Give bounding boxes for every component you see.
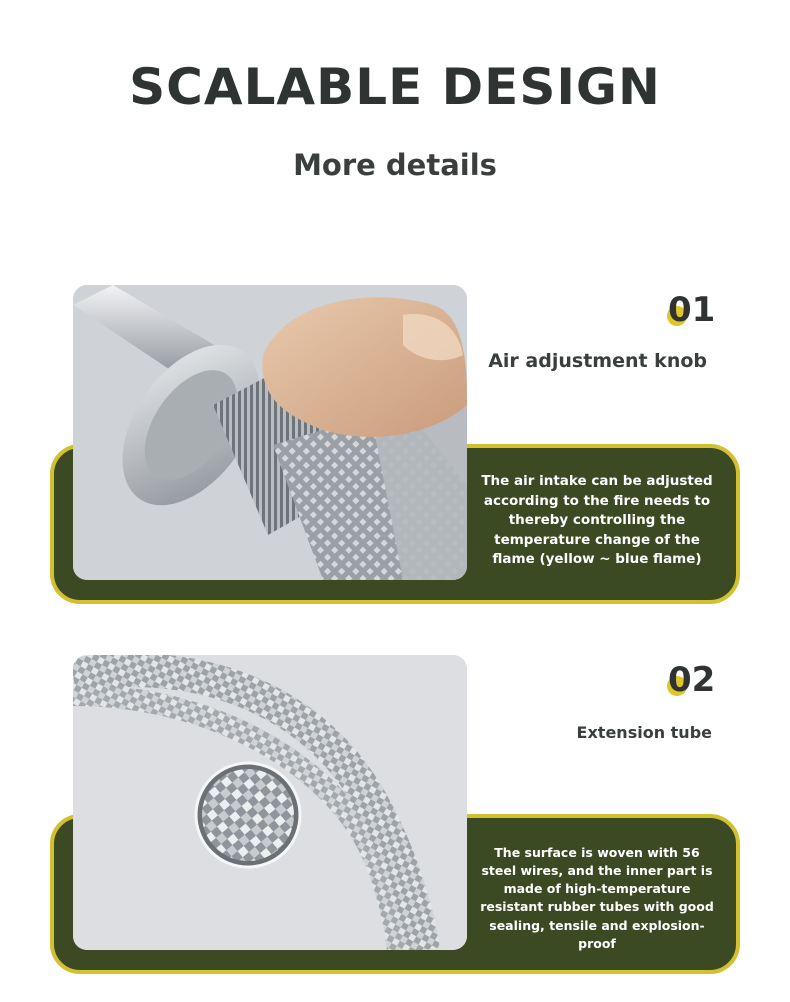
feature-title: Extension tube <box>576 723 712 742</box>
feature-title: Air adjustment knob <box>488 350 707 372</box>
feature-description: The air intake can be adjusted according to the fire needs to thereby controlling the temperature change of the flame (yellow ~ blue flame) <box>481 473 713 568</box>
air-knob-image <box>73 285 467 580</box>
extension-tube-image <box>73 655 467 950</box>
metal-knob-photo-illustration <box>73 285 467 580</box>
feature-number: 02 <box>668 660 716 700</box>
page-subtitle: More details <box>293 148 497 182</box>
feature-number: 01 <box>668 290 716 330</box>
page-title: SCALABLE DESIGN <box>129 58 661 116</box>
feature-description: The surface is woven with 56 steel wires, and the inner part is made of high-temperature resistant rubber tubes with good sealing, tensile and explosion-proof <box>480 845 714 951</box>
braided-hose-photo-illustration <box>73 655 467 950</box>
